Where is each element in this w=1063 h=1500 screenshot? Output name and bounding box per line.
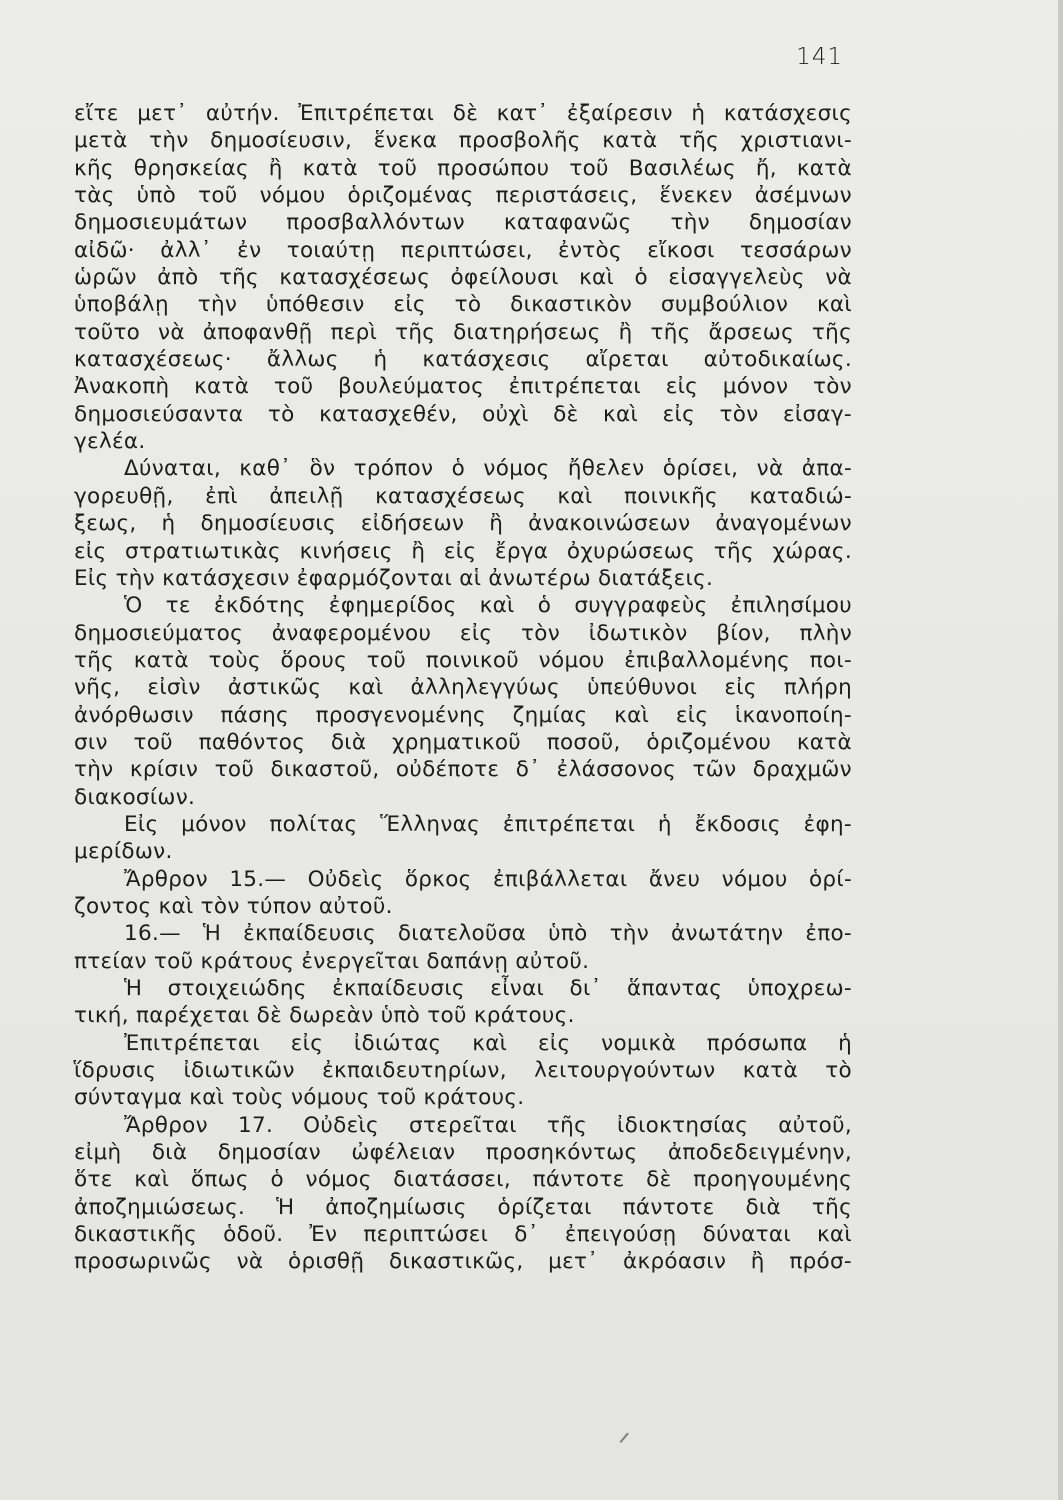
text-line: ὅτε καὶ ὅπως ὁ νόμος διατάσσει, πάντοτε δὲ προηγουμένης <box>74 1167 852 1193</box>
text-line: τῆς κατὰ τοὺς ὅρους τοῦ ποινικοῦ νόμου ἐπιβαλλομένης ποι- <box>74 647 852 673</box>
text-line: ζοντος καὶ τὸν τύπον αὐτοῦ. <box>74 893 393 919</box>
text-line: εἴτε μετ᾿ αὐτήν. Ἐπιτρέπεται δὲ κατ᾿ ἐξαίρεσιν ἡ κατάσχεσις <box>74 101 852 126</box>
text-line: Δύναται, καθ᾿ ὃν τρόπον ὁ νόμος ἤθελεν ὁρίσει, νὰ ἀπα- <box>124 456 852 482</box>
text-line: Ἐπιτρέπεται εἰς ἰδιώτας καὶ εἰς νομικὰ πρόσωπα ἡ <box>124 1030 852 1056</box>
text-line: Ἀνακοπὴ κατὰ τοῦ βουλεύματος ἐπιτρέπεται εἰς μόνον τὸν <box>74 374 852 400</box>
text-line: εἰμὴ διὰ δημοσίαν ὠφέλειαν προσηκόντως ἀποδεδειγμένην, <box>74 1140 852 1166</box>
text-line: ὡρῶν ἀπὸ τῆς κατασχέσεως ὀφείλουσι καὶ ὁ εἰσαγγελεὺς νὰ <box>74 265 852 291</box>
text-line: δημοσιευμάτων προσβαλλόντων καταφανῶς τὴν δημοσίαν <box>74 210 852 236</box>
text-line: Ὁ τε ἐκδότης ἐφημερίδος καὶ ὁ συγγραφεὺς ἐπιλησίμου <box>124 593 852 619</box>
text-line: προσωρινῶς νὰ ὁρισθῇ δικαστικῶς, μετ᾿ ἀκρόασιν ἢ πρόσ- <box>74 1249 852 1275</box>
text-line: δημοσιεύσαντα τὸ κατασχεθέν, οὐχὶ δὲ καὶ εἰς τὸν εἰσαγ- <box>74 401 852 427</box>
text-line: ξεως, ἡ δημοσίευσις εἰδήσεων ἢ ἀνακοινώσεων ἀναγομένων <box>74 511 852 537</box>
text-line: Εἰς μόνον πολίτας Ἕλληνας ἐπιτρέπεται ἡ ἔκδοσις ἐφη- <box>124 811 852 837</box>
text-line: Ἡ στοιχειώδης ἐκπαίδευσις εἶναι δι᾿ ἅπαντας ὑποχρεω- <box>124 976 852 1001</box>
text-line: σύνταγμα καὶ τοὺς νόμους τοῦ κράτους. <box>74 1085 525 1111</box>
text-line: δικαστικῆς ὁδοῦ. Ἐν περιπτώσει δ᾿ ἐπειγούσῃ δύναται καὶ <box>74 1222 852 1248</box>
text-line: τική, παρέχεται δὲ δωρεὰν ὑπὸ τοῦ κράτους. <box>74 1003 575 1029</box>
text-line: ἀποζημιώσεως. Ἡ ἀποζημίωσις ὁρίζεται πάντοτε διὰ τῆς <box>74 1194 852 1220</box>
text-line: Εἰς τὴν κατάσχεσιν ἐφαρμόζονται αἱ ἀνωτέρω διατάξεις. <box>74 565 714 591</box>
text-line: κῆς θρησκείας ἢ κατὰ τοῦ προσώπου τοῦ Βασιλέως ἤ, κατὰ <box>74 155 852 181</box>
text-line: μερίδων. <box>74 839 173 865</box>
scan-mark <box>620 1433 637 1450</box>
text-line: ἵδρυσις ἰδιωτικῶν ἐκπαιδευτηρίων, λειτουργούντων κατὰ τὸ <box>74 1058 852 1084</box>
text-line: νῆς, εἰσὶν ἀστικῶς καὶ ἀλληλεγγύως ὑπεύθυνοι εἰς πλήρη <box>74 675 852 701</box>
text-line: Ἄρθρον 17. Οὐδεὶς στερεῖται τῆς ἰδιοκτησίας αὐτοῦ, <box>124 1112 852 1138</box>
text-line: τὴν κρίσιν τοῦ δικαστοῦ, οὐδέποτε δ᾿ ἐλάσσονος τῶν δραχμῶν <box>74 757 852 783</box>
page-edge-shadow <box>1058 0 1063 1500</box>
text-line: ὑποβάλῃ τὴν ὑπόθεσιν εἰς τὸ δικαστικὸν συμβούλιον καὶ <box>74 292 852 318</box>
text-line: μετὰ τὴν δημοσίευσιν, ἕνεκα προσβολῆς κατὰ τῆς χριστιανι- <box>74 128 852 154</box>
text-line: διακοσίων. <box>74 784 196 810</box>
text-line: τοῦτο νὰ ἀποφανθῇ περὶ τῆς διατηρήσεως ἢ τῆς ἄρσεως τῆς <box>74 319 852 345</box>
text-line: κατασχέσεως· ἄλλως ἡ κατάσχεσις αἴρεται αὐτοδικαίως. <box>74 347 852 373</box>
text-line: σιν τοῦ παθόντος διὰ χρηματικοῦ ποσοῦ, ὁριζομένου κατὰ <box>74 729 852 755</box>
text-line: 16.— Ἡ ἐκπαίδευσις διατελοῦσα ὑπὸ τὴν ἀνωτάτην ἐπο- <box>124 921 852 947</box>
text-line: Ἄρθρον 15.— Οὐδεὶς ὅρκος ἐπιβάλλεται ἄνευ νόμου ὁρί- <box>124 866 852 892</box>
text-line: γορευθῇ, ἐπὶ ἀπειλῇ κατασχέσεως καὶ ποινικῆς καταδιώ- <box>74 483 852 509</box>
text-line: ἀνόρθωσιν πάσης προσγενομένης ζημίας καὶ εἰς ἱκανοποίη- <box>74 702 852 728</box>
text-line: τὰς ὑπὸ τοῦ νόμου ὁριζομένας περιστάσεις, ἕνεκεν ἀσέμνων <box>74 183 852 209</box>
text-line: εἰς στρατιωτικὰς κινήσεις ἢ εἰς ἔργα ὀχυρώσεως τῆς χώρας. <box>74 538 852 564</box>
text-line: αἰδῶ· ἀλλ᾿ ἐν τοιαύτῃ περιπτώσει, ἐντὸς εἴκοσι τεσσάρων <box>74 237 852 263</box>
body-text <box>74 100 852 1276</box>
text-line: πτείαν τοῦ κράτους ἐνεργεῖται δαπάνῃ αὐτοῦ. <box>74 948 590 974</box>
text-line: γελέα. <box>74 429 146 455</box>
text-line: δημοσιεύματος ἀναφερομένου εἰς τὸν ἰδωτικὸν βίον, πλὴν <box>74 620 852 646</box>
page-number: 141 <box>796 44 843 70</box>
